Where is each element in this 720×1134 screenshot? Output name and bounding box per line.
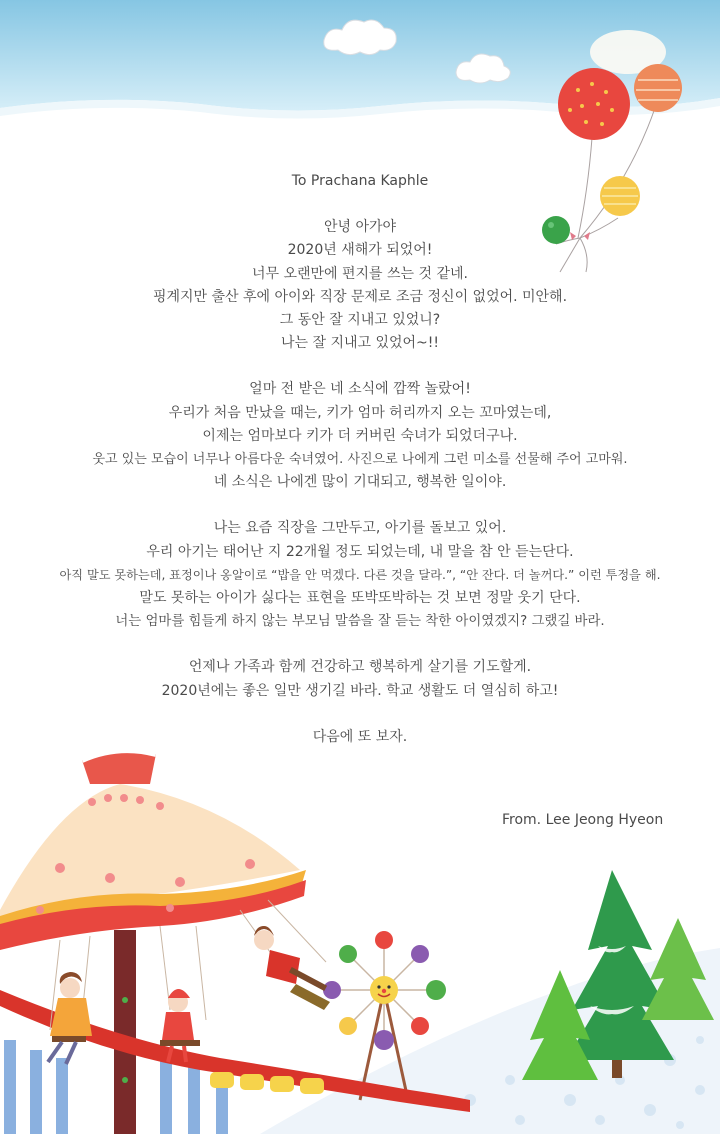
letter-line: 우리 아기는 태어난 지 22개월 정도 되었는데, 내 말을 참 안 듣는단다. [146, 543, 574, 560]
letter-line: 나는 잘 지내고 있었어~!! [280, 335, 440, 352]
letter-closing: 다음에 또 보자. [312, 728, 408, 745]
letter-greeting: To Prachana Kaphle [291, 173, 429, 189]
letter-signature: From. Lee Jeong Hyeon [502, 812, 664, 828]
letter-line: 말도 못하는 아이가 싫다는 표현을 또박또박하는 것 보면 정말 웃기 단다. [139, 590, 581, 607]
letter-line: 이제는 엄마보다 키가 더 커버린 숙녀가 되었더구나. [202, 427, 518, 444]
letter-line: 너무 오랜만에 편지를 쓰는 것 같네. [251, 265, 469, 282]
child-figure-icon [48, 926, 330, 1064]
letter-line: 아직 말도 못하는데, 표정이나 옹알이로 “밥을 안 먹겠다. 다른 것을 달라.”, “안 잔다. 더 놀꺼다.” 이런 투정을 해. [59, 567, 661, 582]
letter-line: 너는 엄마를 힘들게 하지 않는 부모님 말씀을 잘 듣는 착한 아이였겠지? 그랬길 바라. [115, 614, 605, 630]
letter-body [0, 170, 720, 749]
letter-line: 네 소식은 나에겐 많이 기대되고, 행복한 일이야. [213, 474, 507, 491]
letter-line: 언제나 가족과 함께 건강하고 행복하게 살기를 기도할게. [188, 659, 532, 676]
letter-line: 웃고 있는 모습이 너무나 아름다운 숙녀였어. 사진으로 나에게 그런 미소를 선물해 주어 고마워. [92, 452, 628, 468]
letter-line: 우리가 처음 만났을 때는, 키가 엄마 허리까지 오는 꼬마였는데, [168, 404, 552, 421]
letter-line: 안녕 아가야 [323, 219, 397, 236]
letter-line: 나는 요즘 직장을 그만두고, 아기를 돌보고 있어. [213, 520, 507, 537]
letter-line: 2020년 새해가 되었어! [287, 242, 433, 259]
letter-line: 2020년에는 좋은 일만 생기길 바라. 학교 생활도 더 열심히 하고! [161, 682, 559, 699]
letter-line: 그 동안 잘 지내고 있었니? [279, 312, 441, 329]
amusement-park-illustration [0, 740, 720, 1134]
letter-line: 얼마 전 받은 네 소식에 깜짝 놀랐어! [249, 381, 471, 398]
letter-line: 핑계지만 출산 후에 아이와 직장 문제로 조금 정신이 없었어. 미안해. [152, 288, 568, 305]
